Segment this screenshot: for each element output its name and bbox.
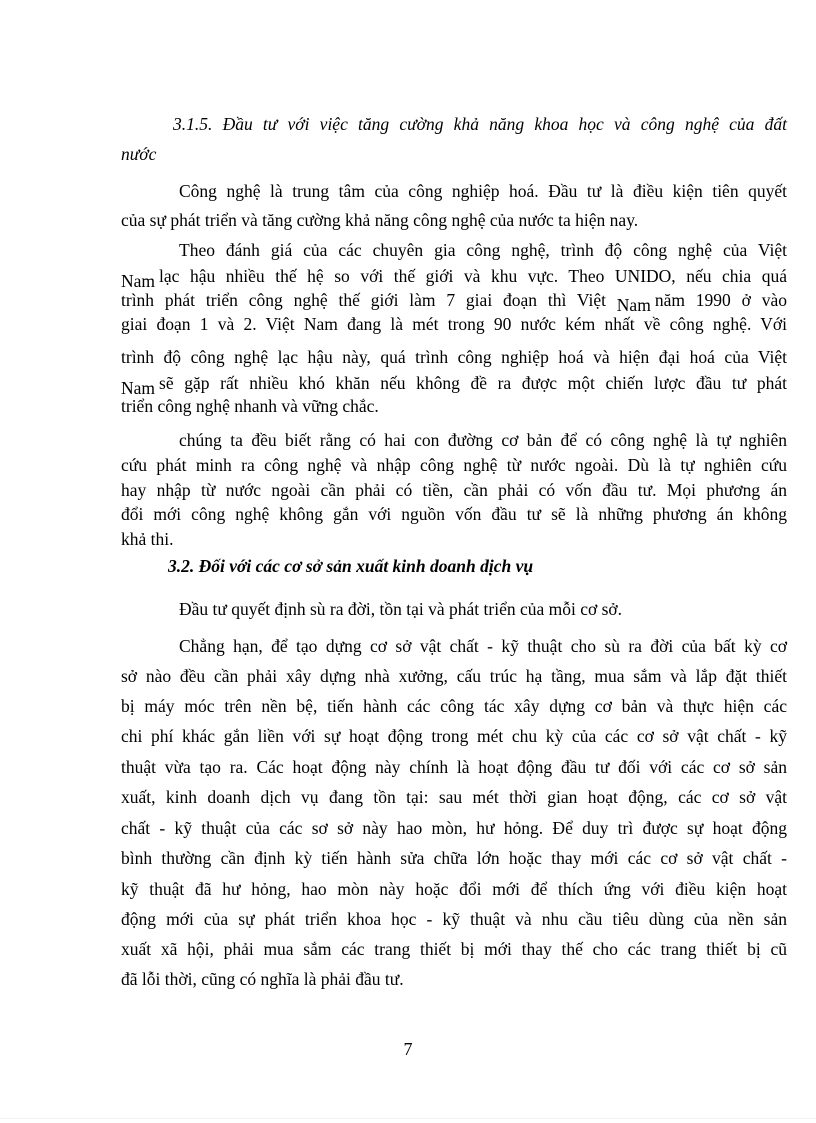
paragraph-line: trình độ công nghệ lạc hậu này, quá trình công nghiệp hoá và hiện đại hoá của Việt [121, 347, 787, 367]
paragraph-line [121, 265, 787, 291]
paragraph-line: đổi mới công nghệ không gắn với nguồn vốn đầu tư sẽ là những phương án không [121, 504, 787, 524]
paragraph-line: chất - kỹ thuật của các sơ sở này hao mòn, hư hỏng. Để duy trì được sự hoạt động [121, 818, 787, 838]
paragraph-line [121, 289, 787, 315]
paragraph-line: Chẳng hạn, để tạo dựng cơ sở vật chất - kỹ thuật cho sù ra đời của bất kỳ cơ [179, 636, 787, 656]
paragraph-line: xuất xã hội, phải mua sắm các trang thiết bị mới thay thế cho các trang thiết bị cũ [121, 939, 787, 959]
paragraph-line: cứu phát minh ra công nghệ và nhập công nghệ từ nước ngoài. Dù là tự nghiên cứu [121, 455, 787, 475]
word-nam: Nam [616, 295, 651, 315]
paragraph-line: bình thường cần định kỳ tiến hành sửa chữa lớn hoặc thay mới các cơ sở vật chất - [121, 848, 787, 868]
paragraph-line: kỹ thuật đã hư hỏng, hao mòn này hoặc đổi mới để thích ứng với điều kiện hoạt [121, 879, 787, 899]
paragraph-line: động mới của sự phát triển khoa học - kỹ thuật và nhu cầu tiêu dùng của nền sản [121, 909, 787, 929]
paragraph-line: đã lỗi thời, cũng có nghĩa là phải đầu tư. [121, 969, 404, 989]
paragraph-line: xuất, kinh doanh dịch vụ đang tồn tại: sau mét thời gian hoạt động, các cơ sở vật [121, 787, 787, 807]
section-heading-3-2: 3.2. Đối với các cơ sở sản xuất kinh doanh dịch vụ [168, 556, 534, 576]
paragraph-line: chi phí khác gắn liền với sự hoạt động trong mét chu kỳ của các cơ sở vật chất - kỹ [121, 726, 787, 746]
section-heading-3-1-5-cont: nước [121, 144, 157, 164]
word-nam: Nam [121, 271, 156, 291]
paragraph-line: Đầu tư quyết định sù ra đời, tồn tại và phát triển của mỗi cơ sở. [179, 599, 623, 619]
paragraph-line: của sự phát triển và tăng cường khả năng công nghệ của nước ta hiện nay. [121, 210, 639, 230]
paragraph-line: chúng ta đều biết rằng có hai con đường cơ bản để có công nghệ là tự nghiên [179, 430, 787, 450]
paragraph-line: sở nào đều cần phải xây dựng nhà xưởng, cấu trúc hạ tầng, mua sắm và lắp đặt thiết [121, 666, 787, 686]
paragraph-line: Theo đánh giá của các chuyên gia công nghệ, trình độ công nghệ của Việt [179, 240, 787, 260]
line-text: lạc hậu nhiều thế hệ so với thế giới và khu vực. Theo UNIDO, nếu chia quá [159, 266, 787, 286]
paragraph-line: giai đoạn 1 và 2. Việt Nam đang là mét trong 90 nước kém nhất về công nghệ. Với [121, 314, 787, 334]
line-text: sẽ gặp rất nhiều khó khăn nếu không đề ra được một chiến lược đầu tư phát [159, 373, 787, 393]
line-text: năm 1990 ở vào [654, 290, 787, 310]
page-number: 7 [403, 1039, 413, 1059]
paragraph-line: hay nhập từ nước ngoài cần phải có tiền, cần phải có vốn đầu tư. Mọi phương án [121, 480, 787, 500]
paragraph-line: khả thi. [121, 529, 174, 549]
section-heading-3-1-5: 3.1.5. Đầu tư với việc tăng cường khả năng khoa học và công nghệ của đất [173, 114, 787, 134]
paragraph-line: Công nghệ là trung tâm của công nghiệp hoá. Đầu tư là điều kiện tiên quyết [179, 181, 787, 201]
line-text: trình phát triển công nghệ thế giới làm 7 giai đoạn thì Việt [121, 290, 606, 310]
paragraph-line: thuật vừa tạo ra. Các hoạt động này chính là hoạt động đầu tư đối với các cơ sở sản [121, 757, 787, 777]
page-edge [0, 1118, 816, 1119]
word-nam: Nam [121, 378, 156, 398]
paragraph-line [121, 372, 787, 398]
paragraph-line: triển công nghệ nhanh và vững chắc. [121, 396, 379, 416]
paragraph-line: bị máy móc trên nền bệ, tiến hành các công tác xây dựng cơ bản và thực hiện các [121, 696, 787, 716]
